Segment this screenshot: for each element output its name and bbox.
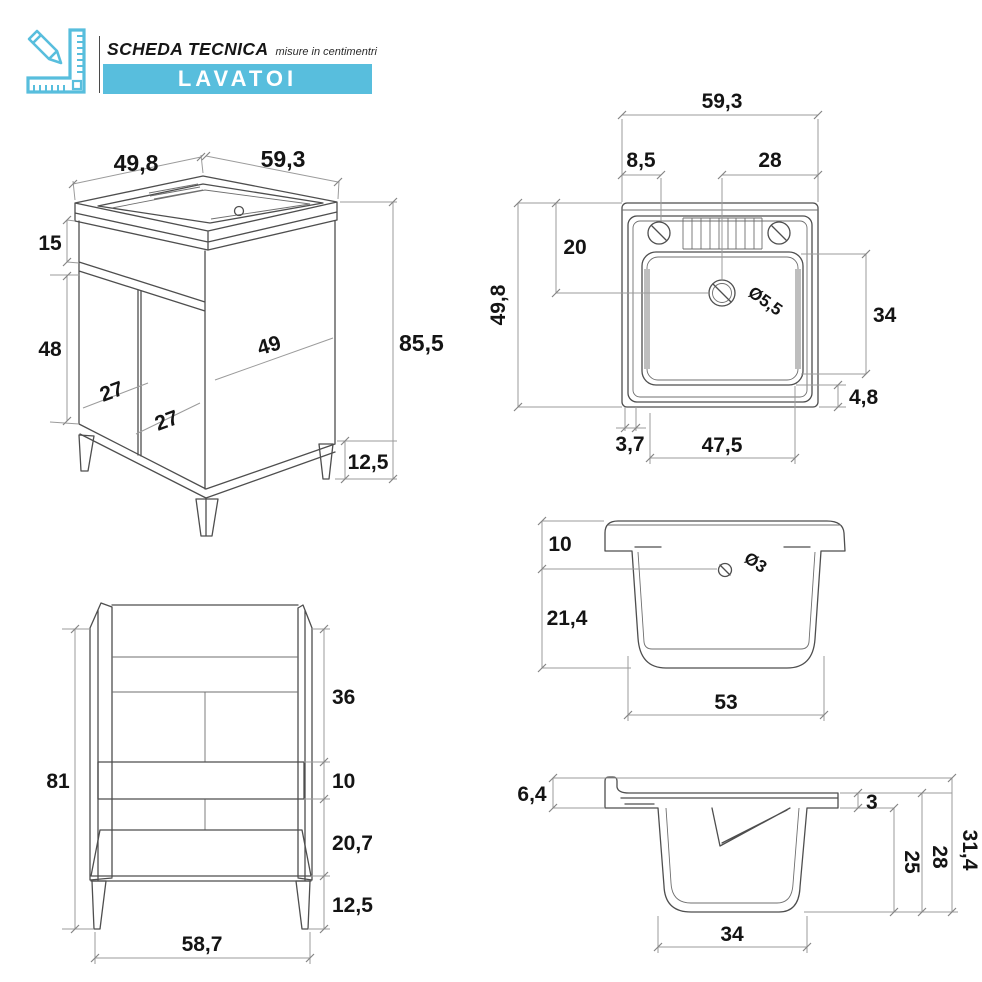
overflow-hole-slash bbox=[720, 565, 730, 575]
dim-section-total-depth: 31,4 bbox=[958, 829, 981, 871]
dim-section-lip-height: 3 bbox=[866, 791, 878, 814]
dim-top-drain-offset: 28 bbox=[758, 149, 782, 172]
cabinet-legs bbox=[79, 435, 333, 536]
drain-slash bbox=[713, 284, 731, 302]
tub-section-view-drawing bbox=[517, 774, 981, 953]
sink-outer-edge bbox=[622, 203, 818, 407]
dimension-ticks bbox=[71, 625, 328, 962]
overflow-hole bbox=[235, 207, 244, 216]
dim-front-apron-height: 15 bbox=[38, 232, 62, 255]
tub-side-view-drawing bbox=[538, 517, 845, 721]
dim-front-leg-height: 12,5 bbox=[347, 451, 389, 474]
dim-side-rim-height: 10 bbox=[548, 533, 572, 556]
dimension-lines bbox=[518, 115, 866, 464]
dimension-ticks bbox=[514, 111, 870, 462]
dim-section-rim-height: 6,4 bbox=[517, 783, 547, 806]
sink-rim bbox=[75, 176, 337, 250]
section-inner-wall bbox=[666, 808, 799, 903]
frame-legs bbox=[92, 881, 310, 929]
sheet-title: SCHEDA TECNICA bbox=[107, 39, 269, 59]
dim-top-side-edge: 3,7 bbox=[615, 433, 645, 456]
dim-frame-leg-height: 12,5 bbox=[332, 894, 373, 917]
top-view-drawing bbox=[487, 90, 897, 464]
dim-section-inner-depth: 25 bbox=[900, 850, 923, 874]
category-banner-label: LAVATOI bbox=[177, 66, 298, 91]
frame-shelf bbox=[91, 830, 311, 881]
dim-frame-upper-section: 36 bbox=[332, 686, 356, 709]
tub-inner-lines bbox=[608, 525, 841, 649]
washboard-profile bbox=[712, 808, 790, 846]
dim-front-right-door: 27 bbox=[151, 406, 182, 436]
dim-frame-width: 58,7 bbox=[181, 933, 223, 956]
dim-front-left-door: 27 bbox=[96, 377, 127, 407]
dim-side-tub-depth: 21,4 bbox=[546, 607, 588, 630]
frame-back-lines bbox=[112, 657, 298, 830]
dim-front-top-depth: 59,3 bbox=[260, 146, 306, 172]
frame-rail bbox=[98, 762, 304, 799]
dim-top-width: 59,3 bbox=[701, 90, 743, 113]
dim-front-top-width: 49,8 bbox=[113, 150, 159, 176]
dim-top-drain-diameter: Ø5,5 bbox=[744, 282, 786, 320]
dim-top-basin-width: 47,5 bbox=[701, 434, 743, 457]
dim-front-door-height: 48 bbox=[38, 338, 62, 361]
dim-top-drain-setback: 20 bbox=[563, 236, 587, 259]
dim-top-faucet-offset: 8,5 bbox=[626, 149, 656, 172]
dim-side-bottom-width: 53 bbox=[714, 691, 738, 714]
sheet-subtitle: misure in centimentri bbox=[275, 46, 377, 58]
dim-front-total-height: 85,5 bbox=[399, 330, 444, 356]
dim-side-hole-diameter: Ø3 bbox=[740, 548, 771, 577]
cabinet-body bbox=[79, 221, 335, 498]
cabinet-doors-divider bbox=[138, 290, 141, 456]
dim-top-front-edge: 4,8 bbox=[849, 386, 879, 409]
dim-frame-rail-height: 10 bbox=[332, 770, 356, 793]
dim-top-depth: 49,8 bbox=[487, 284, 510, 326]
front-view-drawing bbox=[38, 146, 444, 536]
dimension-ticks bbox=[549, 774, 956, 951]
dim-frame-lower-section: 20,7 bbox=[332, 832, 373, 855]
frame-panels bbox=[90, 603, 312, 880]
dimension-lines bbox=[50, 155, 397, 479]
frame-view-drawing bbox=[46, 603, 373, 964]
dim-frame-height: 81 bbox=[46, 770, 70, 793]
dim-front-inner-width: 49 bbox=[254, 331, 284, 361]
dim-section-mid-depth: 28 bbox=[928, 845, 951, 869]
dim-section-bottom-width: 34 bbox=[720, 923, 744, 946]
side-channels bbox=[622, 210, 818, 369]
dim-top-basin-depth: 34 bbox=[873, 304, 897, 327]
